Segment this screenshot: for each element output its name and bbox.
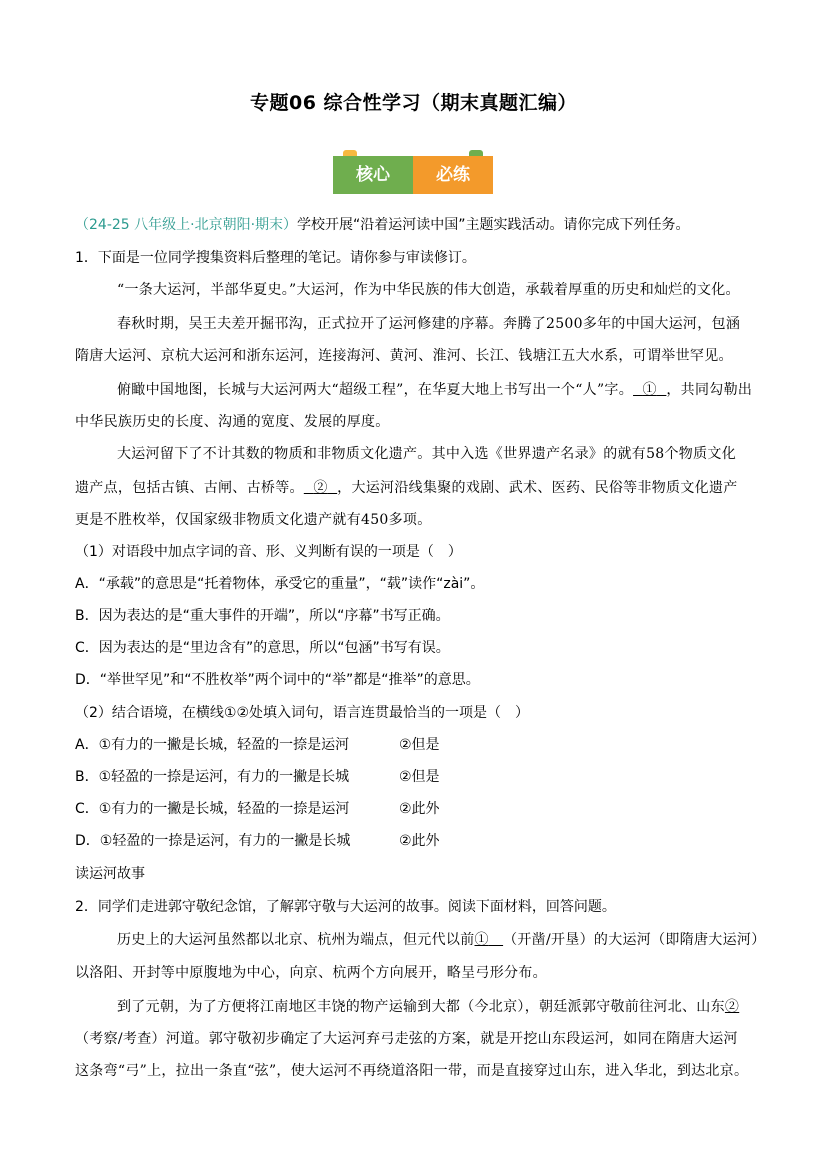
q2-stem: 2．同学们走进郭守敬纪念馆，了解郭守敬与大运河的故事。阅读下面材料，回答问题。 — [75, 899, 616, 915]
passage-line: 大运河留下了不计其数的物质和非物质文化遗产。其中入选《世界遗产名录》的就有58个物质文化 — [117, 446, 737, 462]
passage-text: 俯瞰中国地图，长城与大运河两大“超级工程”，在华夏大地上书写出一个“人”字。 — [117, 382, 634, 398]
badge-left-label: 核心 — [333, 156, 413, 194]
passage-line — [75, 478, 738, 498]
passage-line: （考察/考查）河道。郭守敬初步确定了大运河弃弓走弦的方案，就是开挖山东段运河，如同在隋唐大运河 — [75, 1031, 738, 1047]
passage-text: 历史上的大运河虽然都以北京、杭州为端点，但元代以前 — [117, 932, 475, 948]
intro-line — [75, 215, 690, 235]
passage-line: 春秋时期，吴王夫差开掘邗沟，正式拉开了运河修建的序幕。奔腾了2500多年的中国大运河，包涵 — [117, 316, 741, 332]
option-b — [75, 767, 440, 787]
option-part-2: ②此外 — [399, 833, 440, 849]
core-practice-badge — [333, 150, 493, 194]
blank-1-marker: ① — [642, 382, 657, 398]
option-part-2: ②此外 — [399, 801, 440, 817]
option-part-1: D．①轻盈的一捺是运河，有力的一撇是长城 — [75, 833, 351, 849]
passage-line: 以洛阳、开封等中原腹地为中心，向京、杭两个方向展开，略呈弓形分布。 — [75, 965, 547, 981]
page-title: 专题06 综合性学习（期末真题汇编） — [249, 92, 578, 114]
section-heading: 读运河故事 — [75, 866, 145, 882]
blank-1 — [475, 932, 504, 948]
option-c: C．因为表达的是“里边含有”的意思，所以“包涵”书写有误。 — [75, 640, 450, 656]
option-a — [75, 735, 440, 755]
passage-line — [117, 997, 739, 1017]
passage-text: 到了元朝，为了方便将江南地区丰饶的物产运输到大都（今北京），朝廷派郭守敬前往河北、山东 — [117, 999, 725, 1015]
sub-question-2-stem: （2）结合语境，在横线①②处填入词句，语言连贯最恰当的一项是（ ） — [75, 705, 530, 721]
sub-question-1-stem: （1）对语段中加点字词的音、形、义判断有误的一项是（ ） — [75, 544, 462, 560]
passage-line — [117, 930, 766, 950]
passage-line — [117, 380, 752, 400]
passage-text: ，大运河沿线集聚的戏剧、武术、医药、民俗等非物质文化遗产 — [337, 480, 738, 496]
option-part-1: A．①有力的一撇是长城，轻盈的一捺是运河 — [75, 737, 350, 753]
option-part-2: ②但是 — [399, 769, 440, 785]
q1-stem: 1．下面是一位同学搜集资料后整理的笔记。请你参与审读修订。 — [75, 250, 476, 266]
question-source: （24-25 八年级上·北京朝阳·期末） — [75, 217, 298, 233]
passage-line: 更是不胜枚举，仅国家级非物质文化遗产就有450多项。 — [75, 512, 432, 528]
option-a: A．“承载”的意思是“托着物体，承受它的重量”，“载”读作“zài”。 — [75, 576, 485, 592]
passage-text: ，共同勾勒出 — [666, 382, 753, 398]
option-part-1: B．①轻盈的一捺是运河，有力的一撇是长城 — [75, 769, 350, 785]
option-part-2: ②但是 — [399, 737, 440, 753]
option-part-1: C．①有力的一撇是长城，轻盈的一捺是运河 — [75, 801, 350, 817]
option-d: D．“举世罕见”和“不胜枚举”两个词中的“举”都是“推举”的意思。 — [75, 672, 480, 688]
badge-right-label: 必练 — [413, 156, 493, 194]
passage-text: 遗产点，包括古镇、古闸、古桥等。 — [75, 480, 304, 496]
passage-line: 这条弯“弓”上，拉出一条直“弦”，使大运河不再绕道洛阳一带，而是直接穿过山东，进入华北，到达北京。 — [75, 1063, 749, 1079]
blank-1 — [633, 382, 666, 398]
passage-line: 隋唐大运河、京杭大运河和浙东运河，连接海河、黄河、淮河、长江、钱塘江五大水系，可谓举世罕见。 — [75, 348, 733, 364]
option-b: B．因为表达的是“重大事件的开端”，所以“序幕”书写正确。 — [75, 608, 450, 624]
blank-2: ② — [724, 999, 740, 1015]
option-c — [75, 799, 440, 819]
blank-2 — [304, 480, 337, 496]
option-d — [75, 831, 440, 851]
passage-text: （开凿/开垦）的大运河（即隋唐大运河） — [503, 932, 766, 948]
passage-line: 中华民族历史的长度、沟通的宽度、发展的厚度。 — [75, 414, 390, 430]
passage-line: “一条大运河，半部华夏史。”大运河，作为中华民族的伟大创造，承载着厚重的历史和灿烂的文化。 — [117, 282, 740, 298]
blank-2-marker: ② — [313, 480, 328, 496]
blank-1-marker: ① — [474, 932, 489, 948]
intro-text: 学校开展“沿着运河读中国”主题实践活动。请你完成下列任务。 — [297, 217, 690, 233]
